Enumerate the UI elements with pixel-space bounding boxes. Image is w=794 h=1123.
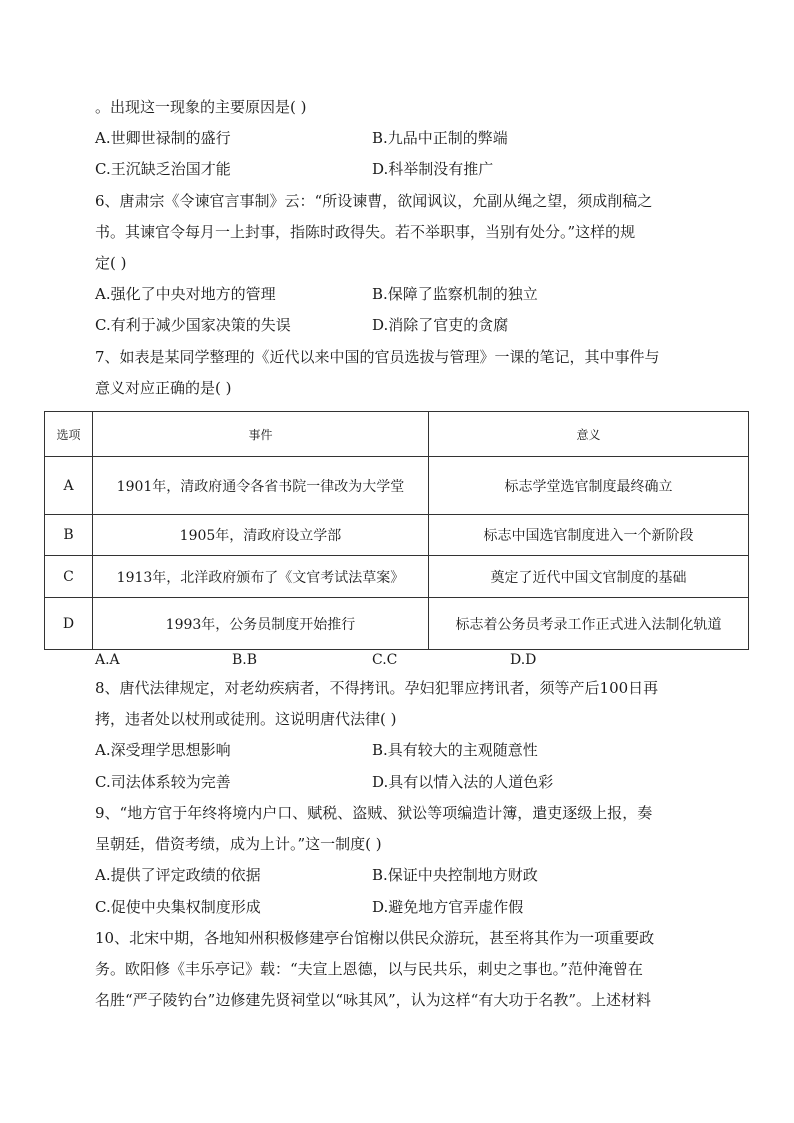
table-cell-option: C [45,556,93,598]
table-cell-event: 1993年，公务员制度开始推行 [93,598,429,650]
table-header-row [45,412,749,457]
q7-stem-line1: 7、如表是某同学整理的《近代以来中国的官员选拔与管理》一课的笔记，其中事件与 [95,348,660,366]
table-cell-event: 1905年，清政府设立学部 [93,515,429,556]
table-cell-meaning: 标志学堂选官制度最终确立 [429,457,749,515]
q7-table [44,411,749,650]
q10-stem-line2: 务。欧阳修《丰乐亭记》载：“夫宣上恩德，以与民共乐，刺史之事也。”范仲淹曾在 [95,960,643,978]
table-cell-option: A [45,457,93,515]
q7-option-c[interactable]: C.C [372,652,398,668]
table-cell-event: 1913年，北洋政府颁布了《文官考试法草案》 [93,556,429,598]
q6-option-a[interactable]: A.强化了中央对地方的管理 [95,285,276,303]
table-cell-option: D [45,598,93,650]
table-cell-event: 1901年，清政府通令各省书院一律改为大学堂 [93,457,429,515]
table-cell-meaning: 标志着公务员考录工作正式进入法制化轨道 [429,598,749,650]
q5-option-b[interactable]: B.九品中正制的弊端 [372,129,508,147]
q10-stem-line1: 10、北宋中期，各地知州积极修建亭台馆榭以供民众游玩，甚至将其作为一项重要政 [95,929,655,947]
q6-option-d[interactable]: D.消除了官吏的贪腐 [372,316,509,334]
q9-option-a[interactable]: A.提供了评定政绩的依据 [95,866,261,884]
q6-option-b[interactable]: B.保障了监察机制的独立 [372,285,538,303]
q7-option-a[interactable]: A.A [95,652,120,668]
table-row [45,515,749,556]
q9-option-b[interactable]: B.保证中央控制地方财政 [372,866,538,884]
q8-option-a[interactable]: A.深受理学思想影响 [95,741,231,759]
table-row [45,598,749,650]
q9-stem-line2: 呈朝廷，借资考绩，成为上计。”这一制度( ) [95,835,382,853]
q8-stem-line1: 8、唐代法律规定，对老幼疾病者，不得拷讯。孕妇犯罪应拷讯者，须等产后100日再 [95,679,659,697]
q6-stem-line3: 定( ) [95,254,127,272]
table-cell-option: B [45,515,93,556]
q7-stem-line2: 意义对应正确的是( ) [95,379,232,397]
q9-option-c[interactable]: C.促使中央集权制度形成 [95,898,261,916]
q5-stem: 。出现这一现象的主要原因是( ) [95,98,307,116]
q8-stem-line2: 拷，违者处以杖刑或徒刑。这说明唐代法律( ) [95,710,397,728]
q8-option-c[interactable]: C.司法体系较为完善 [95,773,231,791]
table-header-event: 事件 [93,412,429,457]
q8-option-d[interactable]: D.具有以情入法的人道色彩 [372,773,554,791]
table-cell-meaning: 奠定了近代中国文官制度的基础 [429,556,749,598]
q10-stem-line3: 名胜“严子陵钓台”边修建先贤祠堂以“咏其风”，认为这样“有大功于名教”。上述材料 [95,991,652,1009]
q9-stem-line1: 9、“地方官于年终将境内户口、赋税、盗贼、狱讼等项编造计簿，遣吏逐级上报，奏 [95,804,653,822]
table-header-meaning: 意义 [429,412,749,457]
q8-option-b[interactable]: B.具有较大的主观随意性 [372,741,538,759]
table-cell-meaning: 标志中国选官制度进入一个新阶段 [429,515,749,556]
q6-option-c[interactable]: C.有利于减少国家决策的失误 [95,316,291,334]
table-row [45,556,749,598]
table-row [45,457,749,515]
q9-option-d[interactable]: D.避免地方官弄虚作假 [372,898,524,916]
q6-stem-line1: 6、唐肃宗《令谏官言事制》云：“所设谏曹，欲闻讽议，允副从绳之望，须成削稿之 [95,192,653,210]
q5-option-d[interactable]: D.科举制没有推广 [372,160,494,178]
q5-option-a[interactable]: A.世卿世禄制的盛行 [95,129,231,147]
q5-option-c[interactable]: C.王沉缺乏治国才能 [95,160,231,178]
q6-stem-line2: 书。其谏官令每月一上封事，指陈时政得失。若不举职事，当别有处分。”这样的规 [95,223,636,241]
table-header-option: 选项 [45,412,93,457]
q7-option-b[interactable]: B.B [232,652,258,668]
q7-option-d[interactable]: D.D [510,652,537,668]
